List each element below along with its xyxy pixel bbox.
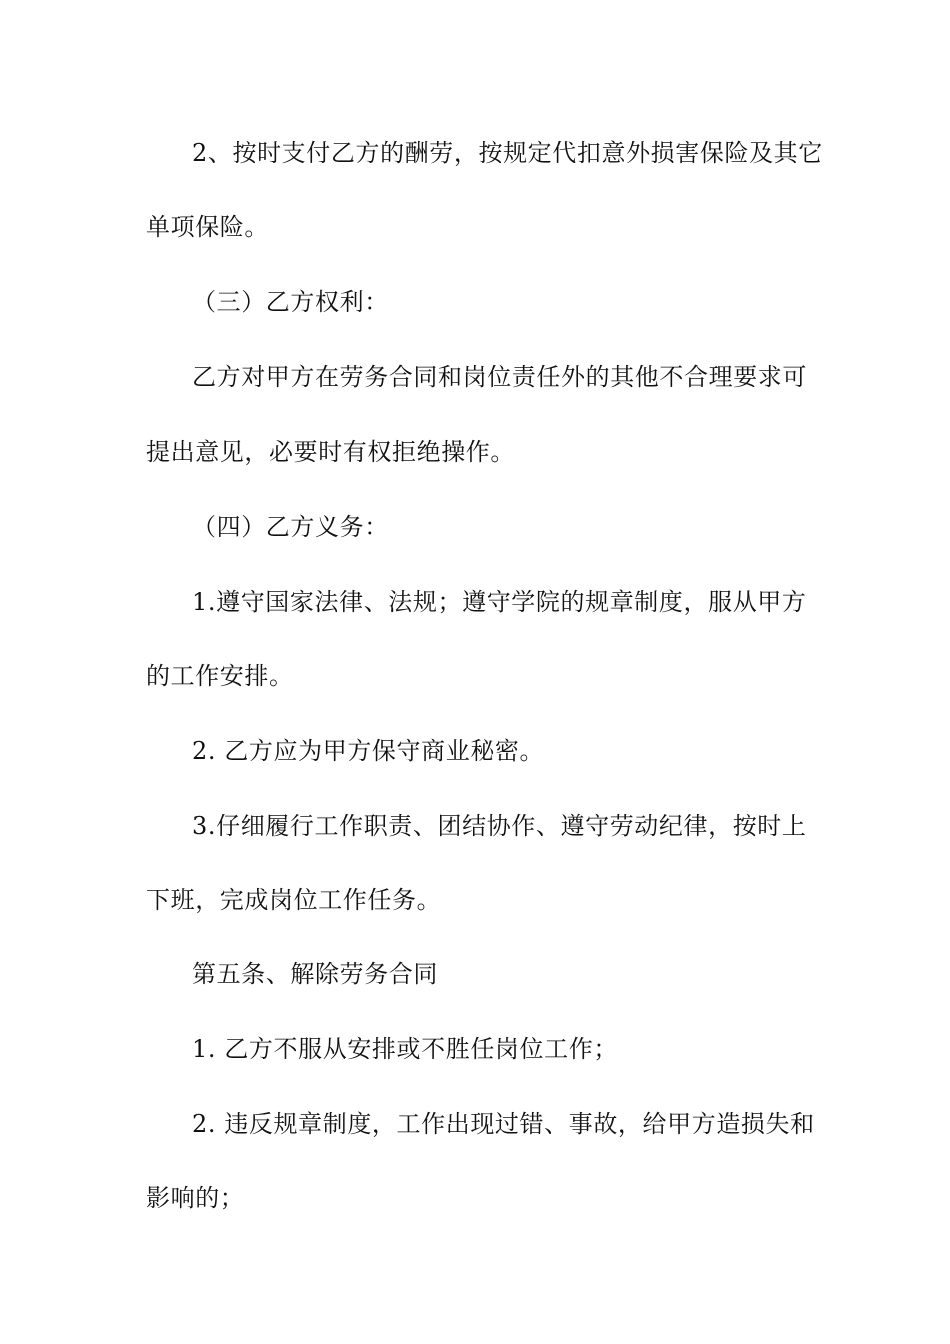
paragraph-line: 的工作安排。 (146, 662, 294, 690)
paragraph-line: 2. 违反规章制度，工作出现过错、事故，给甲方造损失和 (192, 1110, 815, 1138)
paragraph-line: 单项保险。 (146, 213, 269, 241)
paragraph-line: 2. 乙方应为甲方保守商业秘密。 (192, 737, 545, 765)
paragraph-line: 2、按时支付乙方的酬劳，按规定代扣意外损害保险及其它 (192, 139, 823, 167)
article-heading: 第五条、解除劳务合同 (192, 960, 438, 988)
paragraph-line: 提出意见，必要时有权拒绝操作。 (146, 438, 515, 466)
paragraph-line: 乙方对甲方在劳务合同和岗位责任外的其他不合理要求可 (192, 363, 807, 391)
paragraph-line: 下班，完成岗位工作任务。 (146, 886, 442, 914)
section-heading: （三）乙方权利： (192, 288, 389, 316)
paragraph-line: 影响的； (146, 1184, 245, 1212)
paragraph-line: 3.仔细履行工作职责、团结协作、遵守劳动纪律，按时上 (192, 812, 807, 840)
paragraph-line: 1.遵守国家法律、法规；遵守学院的规章制度，服从甲方 (192, 588, 807, 616)
paragraph-line: 1. 乙方不服从安排或不胜任岗位工作； (192, 1035, 618, 1063)
section-heading: （四）乙方义务： (192, 513, 389, 541)
